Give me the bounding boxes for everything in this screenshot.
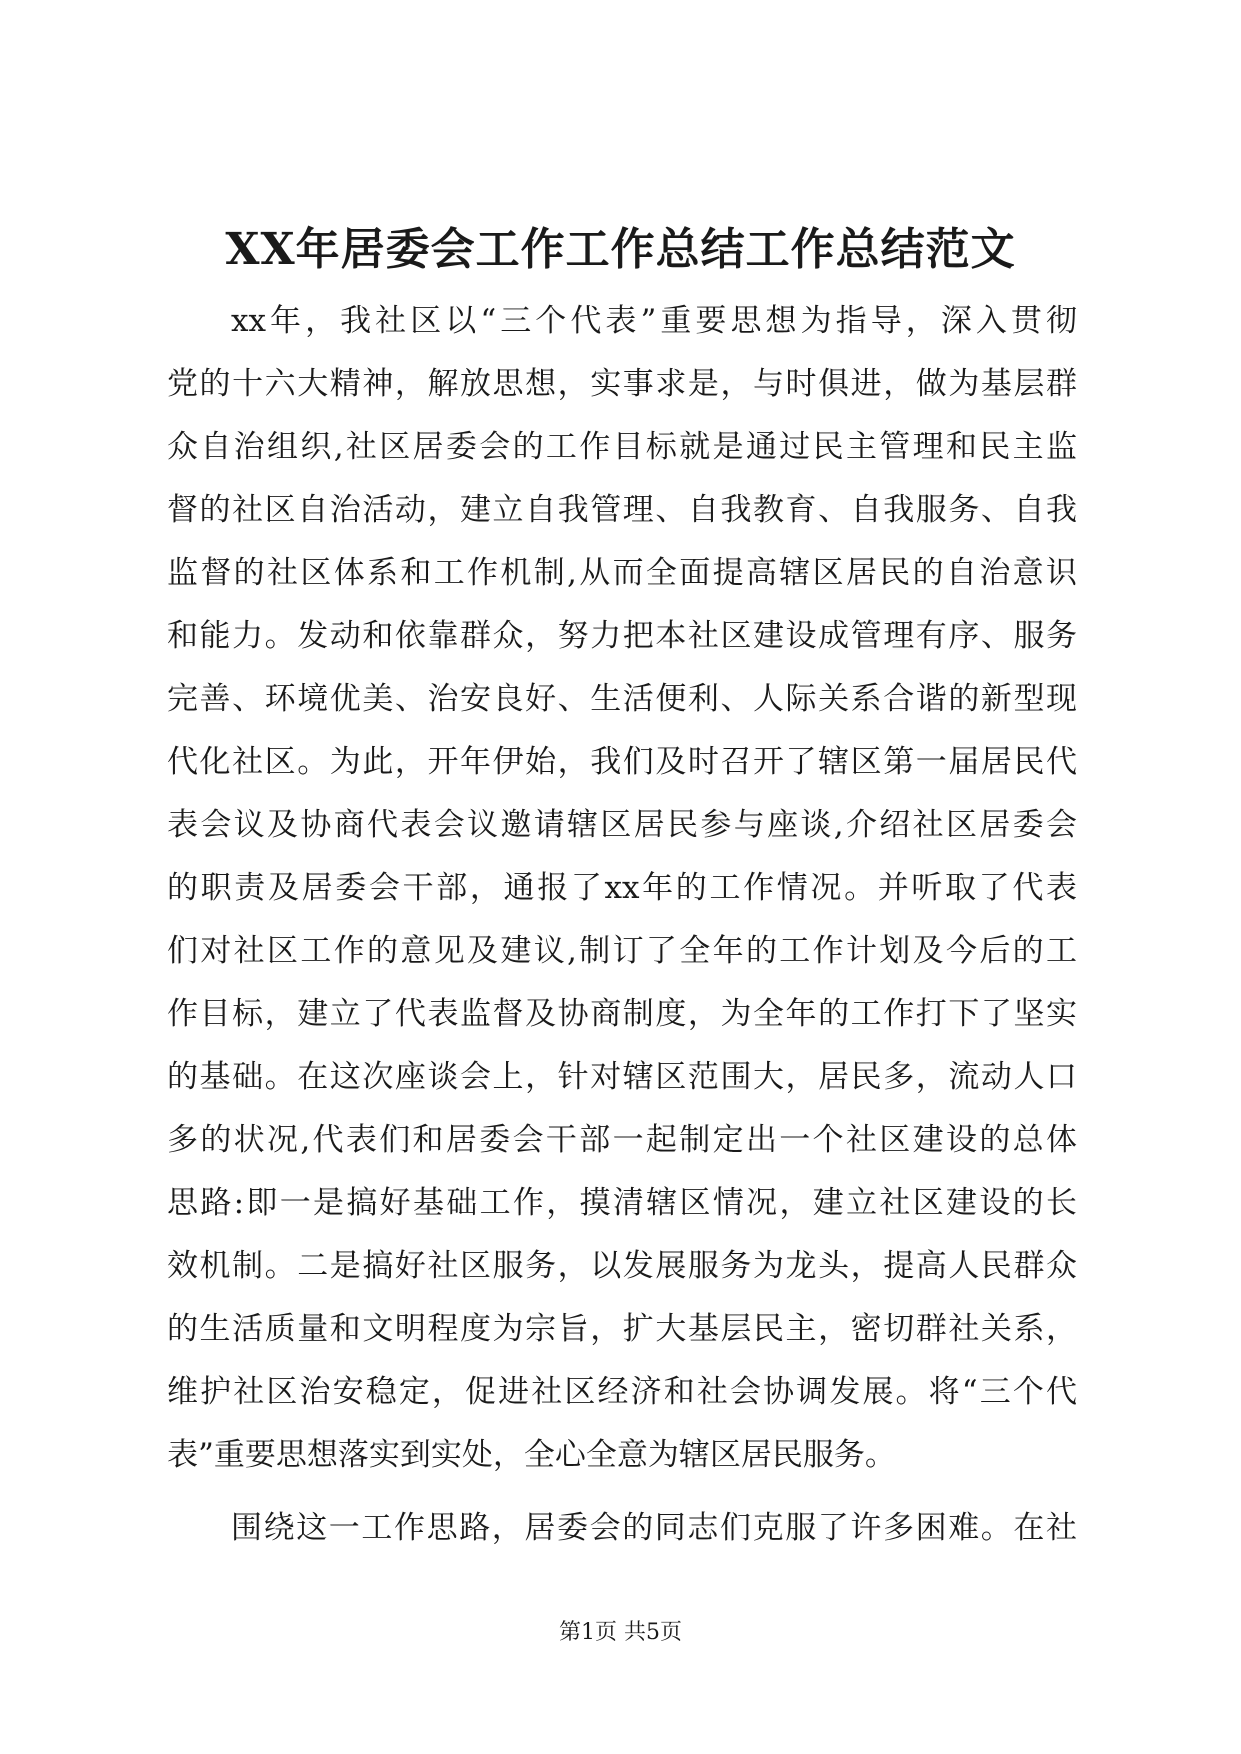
body-line-6: 和能力。发动和依靠群众，努力把本社区建设成管理有序、服务 (167, 618, 1077, 654)
body-line-8: 代化社区。为此，开年伊始，我们及时召开了辖区第一届居民代 (167, 744, 1077, 780)
body-line-7: 完善、环境优美、治安良好、生活便利、人际关系合谐的新型现 (167, 681, 1077, 717)
body-line-3: 众自治组织,社区居委会的工作目标就是通过民主管理和民主监 (167, 429, 1077, 465)
body-line-10: 的职责及居委会干部，通报了xx年的工作情况。并听取了代表 (167, 870, 1077, 906)
body-line-12: 作目标，建立了代表监督及协商制度，为全年的工作打下了坚实 (167, 996, 1077, 1032)
document-title: XX年居委会工作工作总结工作总结范文 (225, 224, 1016, 275)
body-line-13: 的基础。在这次座谈会上，针对辖区范围大，居民多，流动人口 (167, 1059, 1077, 1095)
body-line-5: 监督的社区体系和工作机制,从而全面提高辖区居民的自治意识 (167, 555, 1077, 591)
body-line-20: 围绕这一工作思路，居委会的同志们克服了许多困难。在社 (231, 1510, 1077, 1546)
body-line-15: 思路:即一是搞好基础工作，摸清辖区情况，建立社区建设的长 (167, 1185, 1077, 1221)
body-line-2: 党的十六大精神，解放思想，实事求是，与时俱进，做为基层群 (167, 366, 1077, 402)
body-line-17: 的生活质量和文明程度为宗旨，扩大基层民主，密切群社关系， (167, 1311, 1077, 1347)
body-line-4: 督的社区自治活动，建立自我管理、自我教育、自我服务、自我 (167, 492, 1077, 528)
page-footer: 第1页 共5页 (559, 1620, 682, 1645)
paragraph-gap (167, 1487, 1077, 1497)
document-body (167, 290, 1077, 1560)
body-line-9: 表会议及协商代表会议邀请辖区居民参与座谈,介绍社区居委会 (167, 807, 1077, 843)
body-line-11: 们对社区工作的意见及建议,制订了全年的工作计划及今后的工 (167, 933, 1077, 969)
body-line-18: 维护社区治安稳定，促进社区经济和社会协调发展。将“三个代 (167, 1374, 1077, 1410)
body-line-1: xx年，我社区以“三个代表”重要思想为指导，深入贯彻 (231, 303, 1077, 339)
body-line-14: 多的状况,代表们和居委会干部一起制定出一个社区建设的总体 (167, 1122, 1077, 1158)
body-line-16: 效机制。二是搞好社区服务，以发展服务为龙头，提高人民群众 (167, 1248, 1077, 1284)
body-line-19: 表”重要思想落实到实处，全心全意为辖区居民服务。 (167, 1437, 896, 1473)
